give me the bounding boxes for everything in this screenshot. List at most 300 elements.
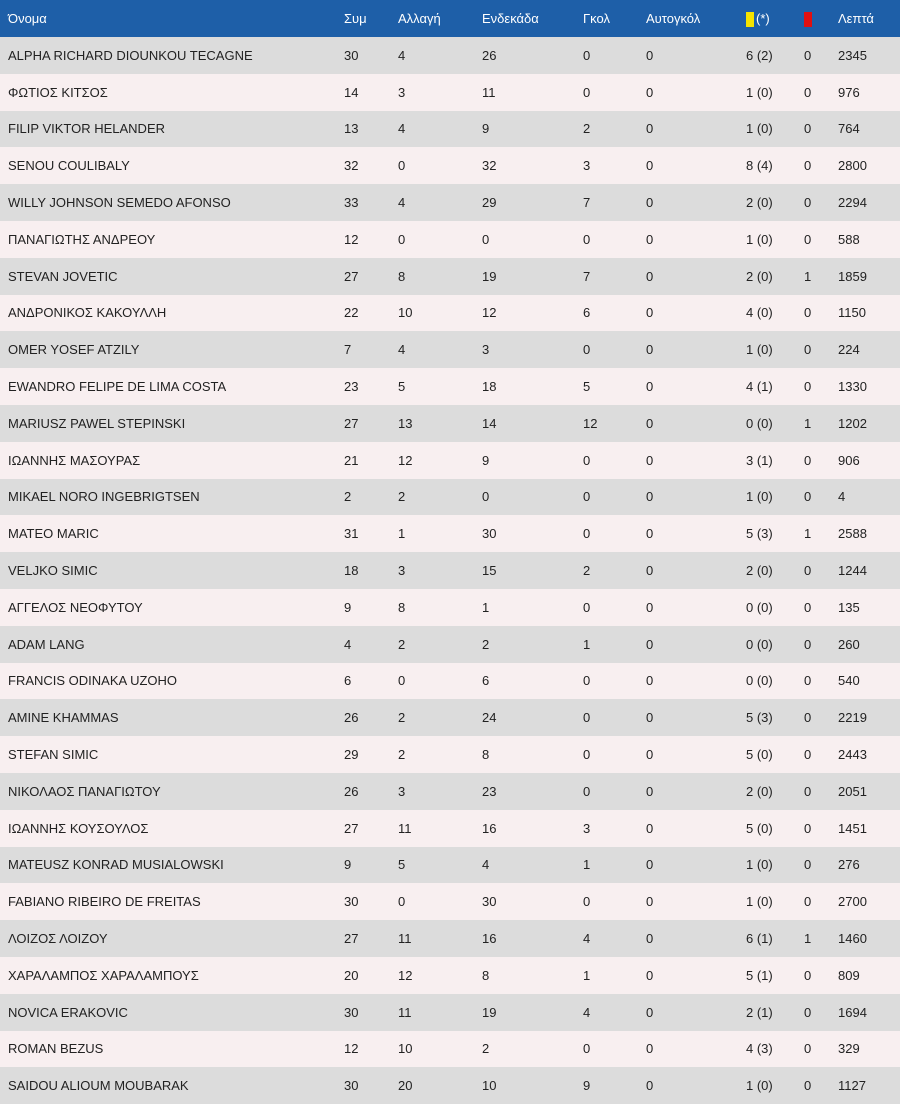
goals-cell: 0 bbox=[583, 452, 591, 468]
yellow-header-suffix: (*) bbox=[756, 11, 770, 27]
table-row[interactable] bbox=[0, 1031, 900, 1068]
goals-cell: 0 bbox=[583, 231, 591, 247]
minutes-cell: 260 bbox=[838, 636, 860, 652]
player-name: SENOU COULIBALY bbox=[8, 158, 130, 174]
table-row[interactable] bbox=[0, 221, 900, 258]
apps-cell: 27 bbox=[344, 820, 359, 836]
own-goals-cell: 0 bbox=[646, 967, 654, 983]
apps-cell: 18 bbox=[344, 563, 359, 579]
goals-cell: 4 bbox=[583, 1004, 591, 1020]
minutes-cell: 2219 bbox=[838, 710, 867, 726]
goals-cell: 1 bbox=[583, 636, 591, 652]
table-row[interactable] bbox=[0, 699, 900, 736]
own-goals-cell: 0 bbox=[646, 783, 654, 799]
subs-cell: 13 bbox=[398, 415, 413, 431]
goals-cell: 0 bbox=[583, 342, 591, 358]
minutes-cell: 2443 bbox=[838, 747, 867, 763]
minutes-cell: 1859 bbox=[838, 268, 867, 284]
goals-cell: 2 bbox=[583, 121, 591, 137]
minutes-cell: 276 bbox=[838, 857, 860, 873]
subs-cell: 2 bbox=[398, 747, 406, 763]
goals-cell: 0 bbox=[583, 747, 591, 763]
subs-cell: 11 bbox=[398, 1004, 412, 1020]
minutes-cell: 809 bbox=[838, 967, 860, 983]
red-cards-cell: 0 bbox=[804, 121, 812, 137]
player-name: ΑΝΔΡΟΝΙΚΟΣ ΚΑΚΟΥΛΛΗ bbox=[8, 305, 167, 321]
yellow-cards-cell: 2 (0) bbox=[746, 268, 773, 284]
minutes-cell: 1460 bbox=[838, 931, 867, 947]
table-row[interactable] bbox=[0, 479, 900, 516]
own-goals-cell: 0 bbox=[646, 526, 654, 542]
starts-cell: 8 bbox=[482, 967, 490, 983]
header-apps[interactable]: Συμ bbox=[344, 11, 367, 26]
apps-cell: 9 bbox=[344, 857, 352, 873]
subs-cell: 8 bbox=[398, 268, 406, 284]
starts-cell: 19 bbox=[482, 268, 497, 284]
yellow-cards-cell: 1 (0) bbox=[746, 857, 773, 873]
own-goals-cell: 0 bbox=[646, 894, 654, 910]
subs-cell: 3 bbox=[398, 783, 406, 799]
starts-cell: 24 bbox=[482, 710, 497, 726]
red-cards-cell: 0 bbox=[804, 195, 812, 211]
player-name: NOVICA ERAKOVIC bbox=[8, 1004, 128, 1020]
yellow-cards-cell: 2 (0) bbox=[746, 783, 773, 799]
red-cards-cell: 0 bbox=[804, 857, 812, 873]
goals-cell: 1 bbox=[583, 857, 591, 873]
yellow-cards-cell: 6 (2) bbox=[746, 47, 773, 63]
yellow-cards-cell: 1 (0) bbox=[746, 121, 773, 137]
subs-cell: 4 bbox=[398, 195, 406, 211]
subs-cell: 5 bbox=[398, 379, 406, 395]
minutes-cell: 2588 bbox=[838, 526, 867, 542]
table-row[interactable] bbox=[0, 111, 900, 148]
subs-cell: 3 bbox=[398, 563, 406, 579]
starts-cell: 6 bbox=[482, 673, 490, 689]
own-goals-cell: 0 bbox=[646, 489, 654, 505]
player-name: STEVAN JOVETIC bbox=[8, 268, 118, 284]
subs-cell: 10 bbox=[398, 305, 413, 321]
yellow-cards-cell: 0 (0) bbox=[746, 599, 773, 615]
yellow-cards-cell: 1 (0) bbox=[746, 342, 773, 358]
apps-cell: 32 bbox=[344, 158, 359, 174]
starts-cell: 30 bbox=[482, 526, 497, 542]
table-row[interactable] bbox=[0, 295, 900, 332]
own-goals-cell: 0 bbox=[646, 47, 654, 63]
red-cards-cell: 1 bbox=[804, 415, 812, 431]
own-goals-cell: 0 bbox=[646, 231, 654, 247]
red-cards-cell: 0 bbox=[804, 342, 812, 358]
red-cards-cell: 1 bbox=[804, 268, 812, 284]
minutes-cell: 1330 bbox=[838, 379, 867, 395]
table-row[interactable] bbox=[0, 736, 900, 773]
own-goals-cell: 0 bbox=[646, 84, 654, 100]
subs-cell: 20 bbox=[398, 1078, 413, 1094]
table-row[interactable] bbox=[0, 626, 900, 663]
apps-cell: 26 bbox=[344, 710, 359, 726]
own-goals-cell: 0 bbox=[646, 379, 654, 395]
red-cards-cell: 0 bbox=[804, 489, 812, 505]
starts-cell: 26 bbox=[482, 47, 497, 63]
player-name: ΧΑΡΑΛΑΜΠΟΣ ΧΑΡΑΛΑΜΠΟΥΣ bbox=[8, 967, 199, 983]
apps-cell: 12 bbox=[344, 231, 359, 247]
subs-cell: 10 bbox=[398, 1041, 413, 1057]
goals-cell: 3 bbox=[583, 820, 591, 836]
own-goals-cell: 0 bbox=[646, 305, 654, 321]
table-row[interactable] bbox=[0, 773, 900, 810]
apps-cell: 30 bbox=[344, 1004, 359, 1020]
player-name: ΛΟΙΖΟΣ ΛΟΙΖΟΥ bbox=[8, 931, 108, 947]
player-name: MATEO MARIC bbox=[8, 526, 99, 542]
apps-cell: 4 bbox=[344, 636, 352, 652]
apps-cell: 30 bbox=[344, 894, 359, 910]
player-name: ALPHA RICHARD DIOUNKOU TECAGNE bbox=[8, 47, 253, 63]
goals-cell: 0 bbox=[583, 673, 591, 689]
goals-cell: 0 bbox=[583, 599, 591, 615]
red-cards-cell: 0 bbox=[804, 84, 812, 100]
starts-cell: 9 bbox=[482, 121, 490, 137]
own-goals-cell: 0 bbox=[646, 563, 654, 579]
header-goals[interactable]: Γκολ bbox=[583, 11, 610, 26]
starts-cell: 2 bbox=[482, 1041, 490, 1057]
yellow-cards-cell: 3 (1) bbox=[746, 452, 773, 468]
apps-cell: 22 bbox=[344, 305, 359, 321]
red-cards-cell: 0 bbox=[804, 1041, 812, 1057]
red-cards-cell: 0 bbox=[804, 452, 812, 468]
player-name: ΙΩΑΝΝΗΣ ΜΑΣΟΥΡΑΣ bbox=[8, 452, 141, 468]
minutes-cell: 976 bbox=[838, 84, 860, 100]
goals-cell: 2 bbox=[583, 563, 591, 579]
table-row[interactable] bbox=[0, 331, 900, 368]
goals-cell: 0 bbox=[583, 894, 591, 910]
minutes-cell: 2345 bbox=[838, 47, 867, 63]
header-own-goals[interactable]: Αυτογκόλ bbox=[646, 11, 701, 26]
yellow-cards-cell: 2 (0) bbox=[746, 195, 773, 211]
player-name: SAIDOU ALIOUM MOUBARAK bbox=[8, 1078, 189, 1094]
own-goals-cell: 0 bbox=[646, 857, 654, 873]
minutes-cell: 1150 bbox=[838, 305, 866, 321]
apps-cell: 27 bbox=[344, 268, 359, 284]
yellow-cards-cell: 8 (4) bbox=[746, 158, 773, 174]
table-row[interactable] bbox=[0, 589, 900, 626]
player-name: ΝΙΚΟΛΑΟΣ ΠΑΝΑΓΙΩΤΟΥ bbox=[8, 783, 161, 799]
minutes-cell: 588 bbox=[838, 231, 860, 247]
apps-cell: 33 bbox=[344, 195, 359, 211]
header-minutes[interactable]: Λεπτά bbox=[838, 11, 874, 26]
player-name: EWANDRO FELIPE DE LIMA COSTA bbox=[8, 379, 227, 395]
apps-cell: 31 bbox=[344, 526, 359, 542]
table-row[interactable] bbox=[0, 258, 900, 295]
goals-cell: 9 bbox=[583, 1078, 591, 1094]
subs-cell: 1 bbox=[398, 526, 406, 542]
starts-cell: 0 bbox=[482, 231, 490, 247]
minutes-cell: 2294 bbox=[838, 195, 867, 211]
player-name: OMER YOSEF ATZILY bbox=[8, 342, 140, 358]
apps-cell: 7 bbox=[344, 342, 352, 358]
own-goals-cell: 0 bbox=[646, 268, 654, 284]
goals-cell: 0 bbox=[583, 710, 591, 726]
apps-cell: 30 bbox=[344, 47, 359, 63]
red-cards-cell: 0 bbox=[804, 820, 812, 836]
goals-cell: 5 bbox=[583, 379, 591, 395]
header-subs[interactable]: Αλλαγή bbox=[398, 11, 441, 26]
starts-cell: 9 bbox=[482, 452, 490, 468]
table-row[interactable] bbox=[0, 994, 900, 1031]
table-row[interactable] bbox=[0, 515, 900, 552]
starts-cell: 19 bbox=[482, 1004, 497, 1020]
red-cards-cell: 0 bbox=[804, 673, 812, 689]
minutes-cell: 1694 bbox=[838, 1004, 867, 1020]
player-name: FRANCIS ODINAKA UZOHO bbox=[8, 673, 178, 689]
yellow-cards-cell: 5 (0) bbox=[746, 820, 773, 836]
yellow-cards-cell: 5 (3) bbox=[746, 526, 773, 542]
own-goals-cell: 0 bbox=[646, 342, 654, 358]
red-cards-cell: 0 bbox=[804, 1004, 812, 1020]
apps-cell: 27 bbox=[344, 931, 359, 947]
table-row[interactable] bbox=[0, 847, 900, 884]
player-name: ΠΑΝΑΓΙΩΤΗΣ ΑΝΔΡΕΟΥ bbox=[8, 231, 156, 247]
subs-cell: 8 bbox=[398, 599, 406, 615]
apps-cell: 21 bbox=[344, 452, 359, 468]
table-row[interactable] bbox=[0, 442, 900, 479]
player-name: MATEUSZ KONRAD MUSIALOWSKI bbox=[8, 857, 224, 873]
red-cards-cell: 0 bbox=[804, 783, 812, 799]
apps-cell: 23 bbox=[344, 379, 359, 395]
red-cards-cell: 0 bbox=[804, 563, 812, 579]
player-name: ΑΓΓΕΛΟΣ ΝΕΟΦΥΤΟΥ bbox=[8, 599, 143, 615]
starts-cell: 10 bbox=[482, 1078, 497, 1094]
yellow-cards-cell: 4 (0) bbox=[746, 305, 773, 321]
subs-cell: 2 bbox=[398, 489, 406, 505]
table-row[interactable] bbox=[0, 368, 900, 405]
apps-cell: 9 bbox=[344, 599, 352, 615]
red-cards-cell: 0 bbox=[804, 747, 812, 763]
player-name: ROMAN BEZUS bbox=[8, 1041, 104, 1057]
player-name: ADAM LANG bbox=[8, 636, 85, 652]
player-name: ΙΩΑΝΝΗΣ ΚΟΥΣΟΥΛΟΣ bbox=[8, 820, 149, 836]
starts-cell: 16 bbox=[482, 931, 497, 947]
own-goals-cell: 0 bbox=[646, 452, 654, 468]
red-cards-cell: 0 bbox=[804, 231, 812, 247]
subs-cell: 0 bbox=[398, 158, 406, 174]
goals-cell: 0 bbox=[583, 489, 591, 505]
starts-cell: 32 bbox=[482, 158, 497, 174]
table-row[interactable] bbox=[0, 883, 900, 920]
subs-cell: 4 bbox=[398, 47, 406, 63]
apps-cell: 20 bbox=[344, 967, 359, 983]
apps-cell: 26 bbox=[344, 783, 359, 799]
goals-cell: 6 bbox=[583, 305, 591, 321]
starts-cell: 23 bbox=[482, 783, 497, 799]
yellow-cards-cell: 1 (0) bbox=[746, 489, 773, 505]
own-goals-cell: 0 bbox=[646, 931, 654, 947]
table-row[interactable] bbox=[0, 184, 900, 221]
own-goals-cell: 0 bbox=[646, 820, 654, 836]
minutes-cell: 2051 bbox=[838, 783, 867, 799]
starts-cell: 30 bbox=[482, 894, 497, 910]
starts-cell: 18 bbox=[482, 379, 497, 395]
subs-cell: 12 bbox=[398, 452, 413, 468]
red-cards-cell: 0 bbox=[804, 379, 812, 395]
subs-cell: 4 bbox=[398, 121, 406, 137]
yellow-cards-cell: 1 (0) bbox=[746, 1078, 773, 1094]
subs-cell: 0 bbox=[398, 894, 406, 910]
apps-cell: 13 bbox=[344, 121, 359, 137]
goals-cell: 0 bbox=[583, 783, 591, 799]
red-cards-cell: 1 bbox=[804, 526, 812, 542]
goals-cell: 12 bbox=[583, 415, 598, 431]
goals-cell: 1 bbox=[583, 967, 591, 983]
minutes-cell: 224 bbox=[838, 342, 860, 358]
subs-cell: 0 bbox=[398, 231, 406, 247]
red-cards-cell: 1 bbox=[804, 931, 812, 947]
own-goals-cell: 0 bbox=[646, 195, 654, 211]
goals-cell: 4 bbox=[583, 931, 591, 947]
yellow-cards-cell: 1 (0) bbox=[746, 231, 773, 247]
table-row[interactable] bbox=[0, 810, 900, 847]
subs-cell: 4 bbox=[398, 342, 406, 358]
subs-cell: 11 bbox=[398, 931, 412, 947]
player-name: WILLY JOHNSON SEMEDO AFONSO bbox=[8, 195, 231, 211]
red-cards-cell: 0 bbox=[804, 967, 812, 983]
starts-cell: 16 bbox=[482, 820, 497, 836]
starts-cell: 12 bbox=[482, 305, 497, 321]
starts-cell: 2 bbox=[482, 636, 490, 652]
red-card-icon bbox=[804, 12, 812, 27]
minutes-cell: 4 bbox=[838, 489, 846, 505]
own-goals-cell: 0 bbox=[646, 1078, 654, 1094]
header-yellow-cards[interactable] bbox=[738, 0, 796, 37]
yellow-cards-cell: 0 (0) bbox=[746, 636, 773, 652]
starts-cell: 0 bbox=[482, 489, 490, 505]
own-goals-cell: 0 bbox=[646, 673, 654, 689]
header-red-cards[interactable] bbox=[796, 0, 830, 37]
apps-cell: 2 bbox=[344, 489, 352, 505]
yellow-cards-cell: 0 (0) bbox=[746, 673, 773, 689]
subs-cell: 2 bbox=[398, 636, 406, 652]
minutes-cell: 2800 bbox=[838, 158, 867, 174]
yellow-cards-cell: 2 (1) bbox=[746, 1004, 773, 1020]
own-goals-cell: 0 bbox=[646, 599, 654, 615]
header-name[interactable]: Όνομα bbox=[8, 11, 47, 26]
starts-cell: 29 bbox=[482, 195, 497, 211]
red-cards-cell: 0 bbox=[804, 599, 812, 615]
subs-cell: 11 bbox=[398, 820, 412, 836]
player-name: MIKAEL NORO INGEBRIGTSEN bbox=[8, 489, 200, 505]
starts-cell: 8 bbox=[482, 747, 490, 763]
goals-cell: 0 bbox=[583, 47, 591, 63]
player-name: FABIANO RIBEIRO DE FREITAS bbox=[8, 894, 201, 910]
red-cards-cell: 0 bbox=[804, 636, 812, 652]
goals-cell: 3 bbox=[583, 158, 591, 174]
yellow-cards-cell: 5 (0) bbox=[746, 747, 773, 763]
minutes-cell: 764 bbox=[838, 121, 860, 137]
player-name: STEFAN SIMIC bbox=[8, 747, 99, 763]
goals-cell: 7 bbox=[583, 195, 591, 211]
own-goals-cell: 0 bbox=[646, 636, 654, 652]
player-name: VELJKO SIMIC bbox=[8, 563, 98, 579]
yellow-cards-cell: 4 (1) bbox=[746, 379, 773, 395]
starts-cell: 4 bbox=[482, 857, 490, 873]
subs-cell: 3 bbox=[398, 84, 406, 100]
minutes-cell: 135 bbox=[838, 599, 860, 615]
apps-cell: 6 bbox=[344, 673, 352, 689]
starts-cell: 15 bbox=[482, 563, 497, 579]
starts-cell: 3 bbox=[482, 342, 490, 358]
goals-cell: 0 bbox=[583, 1041, 591, 1057]
yellow-cards-cell: 0 (0) bbox=[746, 415, 773, 431]
goals-cell: 0 bbox=[583, 84, 591, 100]
table-body bbox=[0, 37, 900, 1104]
table-row[interactable] bbox=[0, 552, 900, 589]
player-name: ΦΩΤΙΟΣ ΚΙΤΣΟΣ bbox=[8, 84, 108, 100]
apps-cell: 12 bbox=[344, 1041, 359, 1057]
yellow-card-icon bbox=[746, 12, 754, 27]
minutes-cell: 329 bbox=[838, 1041, 860, 1057]
apps-cell: 27 bbox=[344, 415, 359, 431]
table-row[interactable] bbox=[0, 920, 900, 957]
starts-cell: 1 bbox=[482, 599, 490, 615]
player-name: FILIP VIKTOR HELANDER bbox=[8, 121, 166, 137]
apps-cell: 14 bbox=[344, 84, 359, 100]
minutes-cell: 1244 bbox=[838, 563, 867, 579]
minutes-cell: 1202 bbox=[838, 415, 867, 431]
subs-cell: 2 bbox=[398, 710, 406, 726]
yellow-cards-cell: 1 (0) bbox=[746, 894, 773, 910]
yellow-cards-cell: 6 (1) bbox=[746, 931, 773, 947]
minutes-cell: 1127 bbox=[838, 1078, 866, 1094]
red-cards-cell: 0 bbox=[804, 47, 812, 63]
table-row[interactable] bbox=[0, 1067, 900, 1104]
own-goals-cell: 0 bbox=[646, 747, 654, 763]
minutes-cell: 540 bbox=[838, 673, 860, 689]
yellow-cards-cell: 2 (0) bbox=[746, 563, 773, 579]
own-goals-cell: 0 bbox=[646, 158, 654, 174]
yellow-cards-cell: 5 (3) bbox=[746, 710, 773, 726]
yellow-cards-cell: 5 (1) bbox=[746, 967, 773, 983]
player-name: AMINE KHAMMAS bbox=[8, 710, 119, 726]
table-row[interactable] bbox=[0, 663, 900, 700]
starts-cell: 14 bbox=[482, 415, 497, 431]
subs-cell: 0 bbox=[398, 673, 406, 689]
goals-cell: 0 bbox=[583, 526, 591, 542]
table-row[interactable] bbox=[0, 405, 900, 442]
table-row[interactable] bbox=[0, 147, 900, 184]
yellow-cards-cell: 1 (0) bbox=[746, 84, 773, 100]
red-cards-cell: 0 bbox=[804, 1078, 812, 1094]
subs-cell: 12 bbox=[398, 967, 413, 983]
apps-cell: 29 bbox=[344, 747, 359, 763]
minutes-cell: 906 bbox=[838, 452, 860, 468]
own-goals-cell: 0 bbox=[646, 415, 654, 431]
minutes-cell: 2700 bbox=[838, 894, 867, 910]
own-goals-cell: 0 bbox=[646, 710, 654, 726]
red-cards-cell: 0 bbox=[804, 305, 812, 321]
table-header-row bbox=[0, 0, 900, 37]
minutes-cell: 1451 bbox=[838, 820, 867, 836]
starts-cell: 11 bbox=[482, 84, 496, 100]
table-row[interactable] bbox=[0, 37, 900, 74]
subs-cell: 5 bbox=[398, 857, 406, 873]
goals-cell: 7 bbox=[583, 268, 591, 284]
table-row[interactable] bbox=[0, 74, 900, 111]
header-starts[interactable]: Ενδεκάδα bbox=[482, 11, 539, 26]
yellow-cards-cell: 4 (3) bbox=[746, 1041, 773, 1057]
player-name: MARIUSZ PAWEL STEPINSKI bbox=[8, 415, 186, 431]
red-cards-cell: 0 bbox=[804, 710, 812, 726]
table-row[interactable] bbox=[0, 957, 900, 994]
red-cards-cell: 0 bbox=[804, 894, 812, 910]
apps-cell: 30 bbox=[344, 1078, 359, 1094]
